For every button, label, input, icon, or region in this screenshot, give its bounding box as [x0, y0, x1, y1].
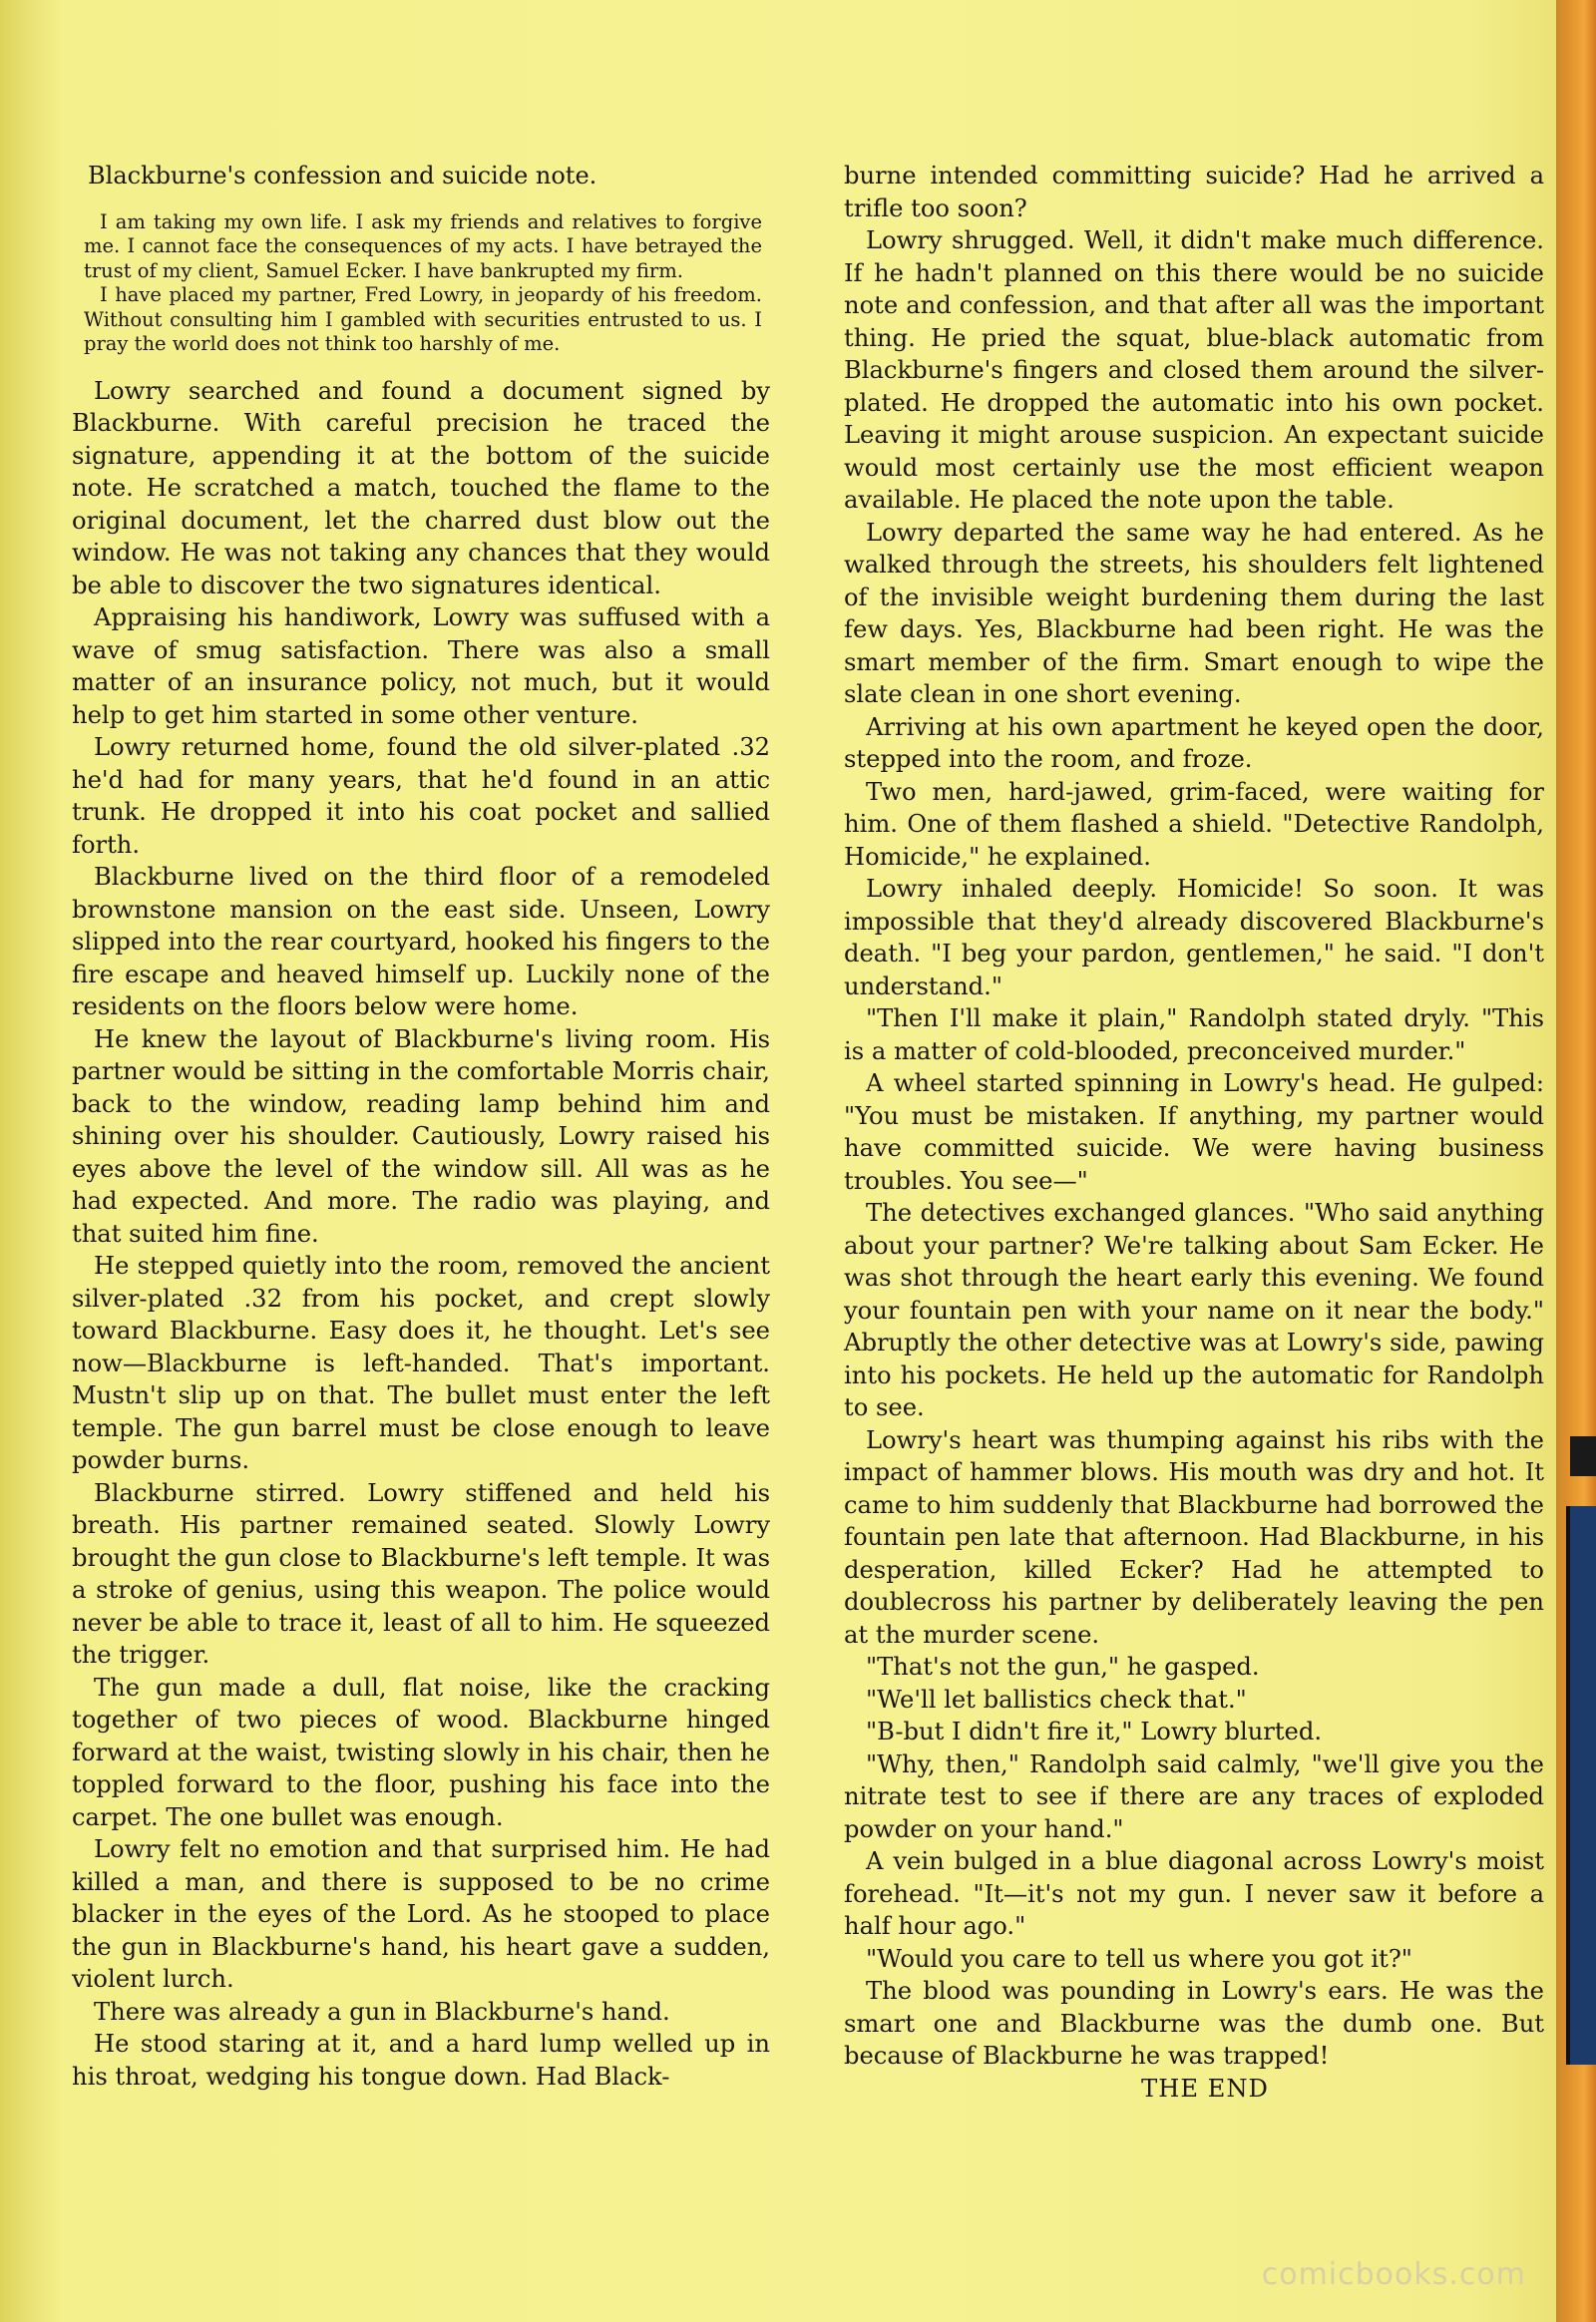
right-text-column — [844, 160, 1544, 2105]
story-paragraph: Lowry inhaled deeply. Homicide! So soon. It was impossible that they'd already discovered Blackburne's death. "I beg your pardon, gentlemen," he said. "I don't understand." — [844, 875, 1544, 1000]
story-paragraph: Lowry searched and found a document signed by Blackburne. With careful precision he traced the signature, appending it at the bottom of the suicide note. He scratched a match, touched the flame to the original document, let the charred dust blow out the window. He was not taking any chances that they would be able to discover the two signatures identical. — [72, 376, 770, 599]
story-paragraph: A vein bulged in a blue diagonal across Lowry's moist forehead. "It—it's not my gun. I never saw it before a half hour ago." — [844, 1847, 1544, 1940]
adjacent-panel-blue — [1566, 1506, 1596, 2065]
story-paragraph: Appraising his handiwork, Lowry was suffused with a wave of smug satisfaction. There was also a small matter of an insurance policy, not much, but it would help to get him started in some other venture. — [72, 603, 770, 729]
story-paragraph: Two men, hard-jawed, grim-faced, were waiting for him. One of them flashed a shield. "Detective Randolph, Homicide," he explained. — [844, 777, 1544, 871]
story-continuation: burne intended committing suicide? Had he arrived a trifle too soon? — [844, 162, 1544, 222]
story-paragraph: A wheel started spinning in Lowry's head. He gulped: "You must be mistaken. If anything, my partner would have committed suicide. We were having business troubles. You see—" — [844, 1069, 1544, 1195]
story-paragraph: "Why, then," Randolph said calmly, "we'll give you the nitrate test to see if there are any traces of exploded powder on your hand." — [844, 1749, 1544, 1843]
story-paragraph: Lowry returned home, found the old silver-plated .32 he'd had for many years, that he'd found in an attic trunk. He dropped it into his coat pocket and sallied forth. — [72, 733, 770, 859]
the-end-label: THE END — [1141, 2074, 1269, 2103]
suicide-note — [84, 210, 762, 357]
note-paragraph: I am taking my own life. I ask my friends and relatives to forgive me. I cannot face the consequences of my acts. I have betrayed the trust of my client, Samuel Ecker. I have bankrupted my firm. — [84, 209, 762, 282]
story-paragraph: "Then I'll make it plain," Randolph stated dryly. "This is a matter of cold-blooded, preconceived murder." — [844, 1004, 1544, 1065]
page-left-edge — [0, 0, 60, 2322]
adjacent-page-strip — [1556, 0, 1596, 2322]
story-paragraph: Blackburne stirred. Lowry stiffened and held his breath. His partner remained seated. Slowly Lowry brought the gun close to Blackburne's left temple. It was a stroke of genius, using this weapon. The police would never be able to trace it, least of all to him. He squeezed the trigger. — [72, 1478, 770, 1669]
confession-intro: Blackburne's confession and suicide note. — [88, 162, 598, 190]
story-paragraph: "We'll let ballistics check that." — [866, 1685, 1247, 1714]
story-paragraph: "That's not the gun," he gasped. — [866, 1653, 1260, 1681]
story-paragraph: Blackburne lived on the third floor of a remodeled brownstone mansion on the east side. Unseen, Lowry slipped into the rear courtyard, hooked his fingers to the fire escape and heaved himself up. Luckily none of the residents on the floors below were home. — [72, 863, 770, 1020]
story-paragraph: Lowry shrugged. Well, it didn't make much difference. If he hadn't planned on this there would be no suicide note and confession, and that after all was the important thing. He pried the squat, blue-black automatic from Blackburne's fingers and closed them around the silver-plated. He dropped the automatic into his own pocket. Leaving it might arouse suspicion. An expectant suicide would most certainly use the most efficient weapon available. He placed the note upon the table. — [844, 226, 1544, 514]
note-paragraph: I have placed my partner, Fred Lowry, in jeopardy of his freedom. Without consulting him I gambled with securities entrusted to us. I pray the world does not think too harshly of me. — [84, 283, 762, 355]
story-paragraph: He knew the layout of Blackburne's living room. His partner would be sitting in the comfortable Morris chair, back to the window, reading lamp behind him and shining over his shoulder. Cautiously, Lowry raised his eyes above the level of the window sill. All was as he had expected. And more. The radio was playing, and that suited him fine. — [72, 1024, 770, 1248]
story-paragraph: The detectives exchanged glances. "Who said anything about your partner? We're talking about Sam Ecker. He was shot through the heart early this evening. We found your fountain pen with your name on it near the body." Abruptly the other detective was at Lowry's side, pawing into his pockets. He held up the automatic for Randolph to see. — [844, 1199, 1544, 1421]
story-paragraph: Arriving at his own apartment he keyed open the door, stepped into the room, and froze. — [844, 712, 1544, 773]
adjacent-panel-dark — [1570, 1436, 1596, 1476]
story-paragraph: "Would you care to tell us where you got it?" — [866, 1944, 1412, 1973]
left-text-column — [72, 160, 770, 2093]
site-watermark: comicbooks.com — [1261, 2257, 1526, 2292]
story-paragraph: Lowry's heart was thumping against his ribs with the impact of hammer blows. His mouth was dry and hot. It came to him suddenly that Blackburne had borrowed the fountain pen late that afternoon. Had Blackburne, in his desperation, killed Ecker? Had he attempted to doublecross his partner by deliberately leaving the pen at the murder scene. — [844, 1425, 1544, 1649]
story-paragraph: He stood staring at it, and a hard lump welled up in his throat, wedging his tongue down. Had Black- — [72, 2030, 770, 2091]
story-paragraph: The gun made a dull, flat noise, like the cracking together of two pieces of wood. Blackburne hinged forward at the waist, twisting slowly in his chair, then he toppled forward to the floor, pushing his face into the carpet. The one bullet was enough. — [72, 1673, 770, 1831]
story-paragraph: Lowry felt no emotion and that surprised him. He had killed a man, and there is supposed to be no crime blacker in the eyes of the Lord. As he stooped to place the gun in Blackburne's hand, his heart gave a sudden, violent lurch. — [72, 1835, 770, 1993]
story-paragraph: He stepped quietly into the room, removed the ancient silver-plated .32 from his pocket, and crept slowly toward Blackburne. Easy does it, he thought. Let's see now—Blackburne is left-handed. That's important. Mustn't slip up on that. The bullet must enter the left temple. The gun barrel must be close enough to leave powder burns. — [72, 1252, 770, 1474]
story-paragraph: Lowry departed the same way he had entered. As he walked through the streets, his shoulders felt lightened of the invisible weight burdening them during the last few days. Yes, Blackburne had been right. He was the smart member of the firm. Smart enough to wipe the slate clean in one short evening. — [844, 518, 1544, 708]
story-paragraph: There was already a gun in Blackburne's hand. — [94, 1997, 670, 2026]
story-paragraph: "B-but I didn't fire it," Lowry blurted. — [866, 1718, 1323, 1745]
story-paragraph: The blood was pounding in Lowry's ears. He was the smart one and Blackburne was the dumb one. But because of Blackburne he was trapped! — [844, 1977, 1544, 2070]
